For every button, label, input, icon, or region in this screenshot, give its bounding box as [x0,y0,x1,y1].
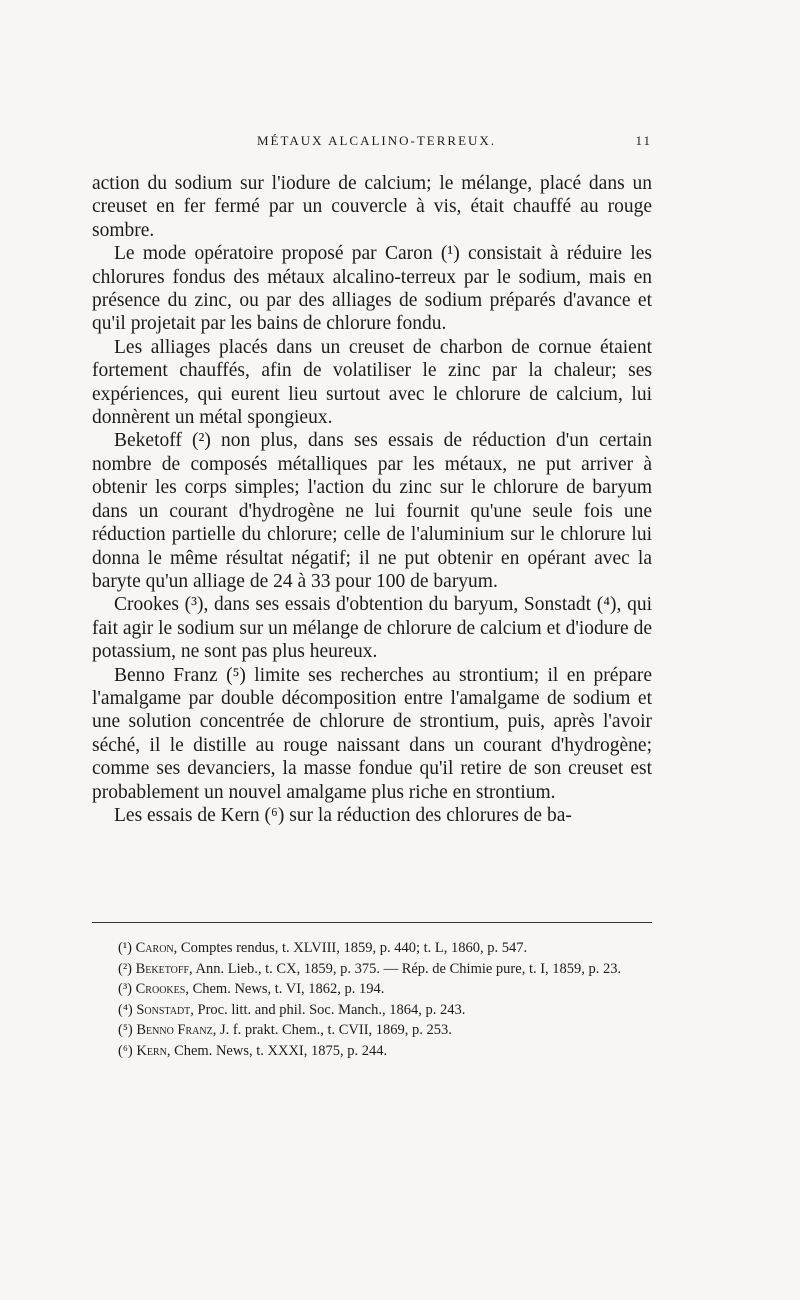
paragraph: Benno Franz (⁵) limite ses recherches au strontium; il en prépare l'amalgame par double décomposition entre l'amalgame de sodium et une solution concentrée de chlorure de strontium, puis, après l'avoir séché, il le distille au rouge naissant dans un courant d'hydrogène; comme ses devanciers, la masse fondue qu'il retire de son creuset est probablement un nouvel amalgame plus riche en strontium. [92,664,652,803]
footnote-mark: (¹) [118,940,133,956]
footnote-author: Sonstadt, [136,1001,194,1018]
footnote [92,979,652,1000]
footnote [92,1041,652,1062]
footnote-mark: (⁶) [118,1042,133,1059]
footnote-text: Proc. litt. and phil. Soc. Manch., 1864, p. 243. [197,1001,466,1018]
footnote [92,959,652,980]
footnote-text: Comptes rendus, t. XLVIII, 1859, p. 440; t. L, 1860, p. 547. [180,940,528,956]
footnote-mark: (⁵) [118,1022,133,1038]
footnote-mark: (⁴) [118,1001,133,1018]
footnote-text: J. f. prakt. Chem., t. CVII, 1869, p. 253. [219,1022,452,1038]
footnote-text: Ann. Lieb., t. CX, 1859, p. 375. — Rép. de Chimie pure, t. I, 1859, p. 23. [195,960,622,977]
footnote [92,1000,652,1021]
paragraph: Beketoff (²) non plus, dans ses essais de réduction d'un certain nombre de composés métalliques par les métaux, ne put arriver à obtenir les corps simples; l'action du zinc sur le chlorure de baryum dans un courant d'hydrogène ne lui fournit qu'une seule fois une réduction partielle du chlorure; celle de l'aluminium sur le chlorure lui donna le même résultat négatif; il ne put obtenir en opérant avec la baryte qu'un alliage de 24 à 33 pour 100 de baryum. [92,430,652,592]
footnote-rule [92,922,652,923]
footnote-text: Chem. News, t. XXXI, 1875, p. 244. [174,1042,388,1059]
footnote-mark: (²) [118,960,133,977]
footnote-mark: (³) [118,981,133,997]
paragraph: action du sodium sur l'iodure de calcium; le mélange, placé dans un creuset en fer fermé par un couvercle à vis, était chauffé au rouge sombre. [92,173,652,241]
page-number: 11 [635,133,652,148]
footnote-author: Caron, [135,940,178,956]
running-title: MÉTAUX ALCALINO-TERREUX. [257,133,497,148]
footnotes [92,938,652,1061]
main-text [92,172,652,827]
footnote [92,938,652,959]
paragraph: Crookes (³), dans ses essais d'obtention du baryum, Sonstadt (⁴), qui fait agir le sodium sur un mélange de chlorure de calcium et d'iodure de potassium, ne sont pas plus heureux. [92,594,652,663]
footnote [92,1020,652,1041]
paragraph: Les essais de Kern (⁶) sur la réduction des chlorures de ba- [114,804,572,826]
paragraph: Le mode opératoire proposé par Caron (¹) consistait à réduire les chlorures fondus des métaux alcalino-terreux par le sodium, mais en présence du zinc, ou par des alliages de sodium préparés d'avance et qu'il projetait par les bains de chlorure fondu. [92,243,652,335]
footnote-author: Kern, [136,1042,171,1059]
paragraph: Les alliages placés dans un creuset de charbon de cornue étaient fortement chauffés, afin de volatiliser le zinc par la chaleur; ses expériences, qui eurent lieu surtout avec le chlorure de calcium, lui donnèrent un métal spongieux. [92,336,652,429]
footnote-author: Beketoff, [135,960,193,977]
footnote-author: Crookes, [135,981,189,997]
footnote-author: Benno Franz, [136,1022,217,1038]
footnote-text: Chem. News, t. VI, 1862, p. 194. [192,981,385,997]
